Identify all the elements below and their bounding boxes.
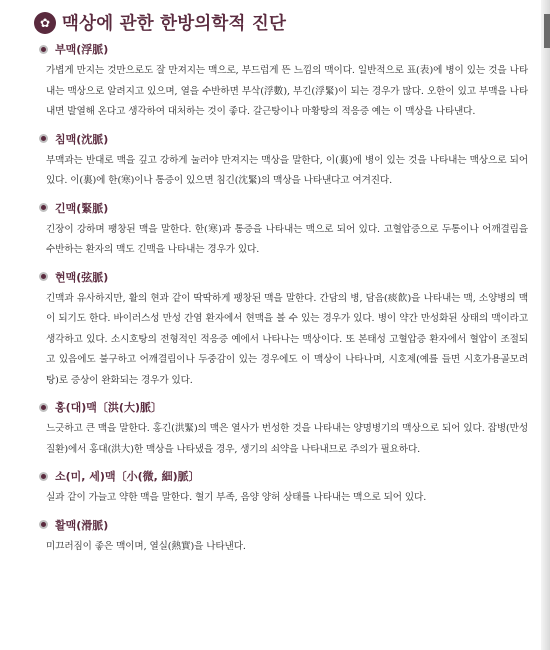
- bullet-icon: [39, 520, 48, 529]
- bullet-icon: [39, 134, 48, 143]
- section-heading-text: 홍(대)맥〔洪(大)脈〕: [55, 401, 162, 414]
- section-heading-text: 침맥(沈脈): [55, 132, 109, 146]
- page-tab-marker: [544, 14, 550, 48]
- section-heading: [38, 130, 528, 148]
- section-heading-text: 부맥(浮脈): [55, 43, 109, 56]
- section-bu-maek: [38, 40, 528, 123]
- section-body: 느긋하고 큰 맥을 말한다. 홍긴(洪緊)의 맥은 열사가 번성한 것을 나타내는 양명병기의 맥상으로 되어 있다. 잡병(만성 질환)에서 홍대(洪大)한 맥상을 나타냈을 경우, 생기의 쇠약을 나타내므로 주의가 필요하다.: [46, 423, 528, 455]
- bullet-icon: [39, 45, 48, 54]
- page-header: [34, 10, 286, 35]
- section-heading-text: 활맥(滑脈): [55, 518, 109, 532]
- section-body: 실과 같이 가늘고 약한 맥을 말한다. 혈기 부족, 음양 양허 상태를 나타내는 맥으로 되어 있다.: [46, 492, 427, 503]
- section-heading-text: 긴맥(緊脈): [55, 201, 109, 215]
- section-body: 긴장이 강하며 팽창된 맥을 말한다. 한(寒)과 통증을 나타내는 맥으로 되어 있다. 고혈압증으로 두통이나 어깨결림을 수반하는 환자의 맥도 긴맥을 나타내는 경우가 있다.: [46, 223, 528, 255]
- section-hwal-maek: [38, 516, 528, 558]
- section-chim-maek: [38, 130, 528, 192]
- section-gin-maek: [38, 199, 528, 261]
- bullet-icon: [39, 203, 48, 212]
- section-body: 가볍게 만지는 것만으로도 잘 만져지는 맥으로, 부드럽게 뜬 느낌의 맥이다. 일반적으로 표(表)에 병이 있는 것을 나타내는 맥상으로 알려지고 있으며, 열을 수반하면 부삭(浮數), 부긴(浮緊)이 되는 경우가 많다. 오한이 있고 부맥을 나타내면 발열해 온다고 생각하여 대처하는 것이 좋다. 갈근탕이나 마황탕의 적응증 예는 이 맥상을 나타낸다.: [46, 65, 528, 117]
- section-heading: [38, 467, 528, 485]
- section-body: 긴맥과 유사하지만, 활의 현과 같이 딱딱하게 팽창된 맥을 말한다. 간담의 병, 담음(痰飮)을 나타내는 맥, 소양병의 맥이 되기도 한다. 바이러스성 만성 간염 환자에서 현맥을 볼 수 있는 경우가 있다. 병이 약간 만성화된 상태의 맥이라고 생각하고 있다. 소시호탕의 전형적인 적응증 예에서 나타나는 맥상이다. 또 본태성 고혈압증 환자에서 혈압이 조절되고 있음에도 불구하고 어깨결림이나 두중감이 있는 경우에도 이 맥상이 나타나며, 시호제(예를 들면 시호가용골모려탕)로 증상이 완화되는 경우가 있다.: [46, 292, 528, 386]
- section-hong-maek: [38, 398, 528, 460]
- bullet-icon: [39, 472, 48, 481]
- section-heading: [38, 268, 528, 286]
- section-body: 미끄러짐이 좋은 맥이며, 열실(熱實)을 나타낸다.: [46, 540, 246, 552]
- section-heading-text: 소(미, 세)맥〔小(微, 細)脈〕: [55, 470, 200, 483]
- page-edge: [541, 0, 550, 650]
- section-heading: [38, 398, 528, 416]
- section-so-maek: [38, 467, 528, 509]
- page-title: 맥상에 관한 한방의학적 진단: [62, 14, 287, 34]
- section-body: 부맥과는 반대로 맥을 깊고 강하게 눌러야 만져지는 맥상을 말한다, 이(裏)에 병이 있는 것을 나타내는 맥상으로 되어 있다. 이(裏)에 한(寒)이나 통증이 있으면 침긴(沈緊)의 맥상을 나타낸다고 여겨진다.: [46, 154, 528, 186]
- section-hyeon-maek: [38, 268, 528, 392]
- section-heading: [38, 199, 528, 217]
- section-heading: [38, 40, 528, 58]
- section-heading: [38, 516, 528, 534]
- bullet-icon: [39, 272, 48, 281]
- sections: [38, 40, 528, 564]
- medicine-emblem-icon: ✿: [34, 12, 56, 34]
- bullet-icon: [39, 403, 48, 412]
- section-heading-text: 현맥(弦脈): [55, 270, 109, 284]
